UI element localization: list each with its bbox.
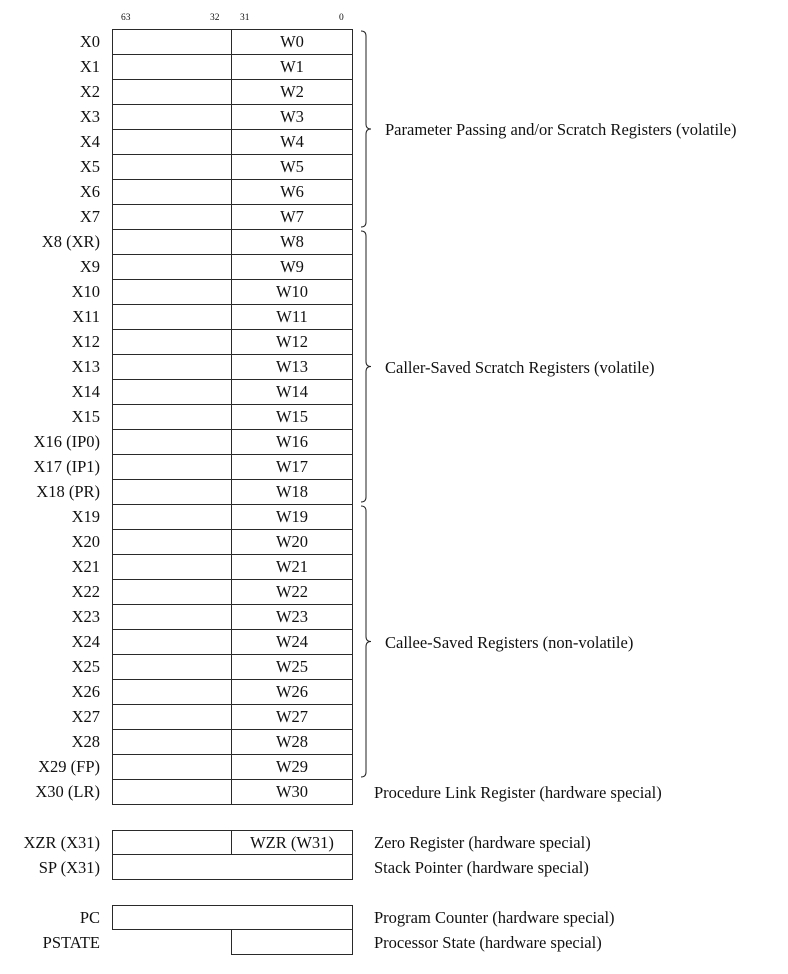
register-upper-half [112, 279, 232, 305]
register-upper-half [112, 179, 232, 205]
register-upper-half [112, 704, 232, 730]
group-label: Callee-Saved Registers (non-volatile) [385, 632, 634, 652]
sp-cell [112, 854, 353, 880]
register-upper-half [112, 129, 232, 155]
register-name: X18 (PR) [36, 482, 100, 501]
register-name: X7 [79, 207, 100, 226]
register-lower-half [231, 79, 353, 105]
register-upper-half [112, 604, 232, 630]
register-upper-half [112, 504, 232, 530]
w-register-name: W29 [275, 757, 309, 776]
register-name: X15 [71, 407, 100, 426]
register-name: X19 [71, 507, 100, 526]
register-name: X4 [79, 132, 100, 151]
register-lower-half [231, 504, 353, 530]
group-label: Parameter Passing and/or Scratch Registers (volatile) [385, 120, 737, 139]
register-name: X14 [71, 382, 100, 401]
w-register-name: W13 [275, 357, 309, 376]
register-name: X8 (XR) [41, 232, 100, 251]
register-lower-half [231, 579, 353, 605]
register-name: X6 [79, 182, 100, 201]
w-register-name: W23 [275, 607, 309, 626]
w-register-name: W26 [275, 682, 309, 701]
pstate-description: Processor State (hardware special) [374, 933, 602, 952]
register-lower-half [231, 379, 353, 405]
pc-description: Program Counter (hardware special) [374, 908, 615, 927]
register-lower-half [231, 179, 353, 205]
bit-label-32: 32 [210, 13, 220, 23]
register-name: X24 [71, 632, 100, 651]
group-label: Caller-Saved Scratch Registers (volatile) [385, 357, 655, 377]
w-register-name: W24 [275, 632, 309, 651]
register-lower-half [231, 229, 353, 255]
register-upper-half [112, 529, 232, 555]
register-name: X1 [79, 57, 100, 76]
register-name: X3 [79, 107, 100, 126]
register-lower-half [231, 254, 353, 280]
w-register-name: W0 [280, 32, 304, 51]
w-register-name: W9 [280, 257, 304, 276]
brace-path [361, 231, 371, 502]
w-register-name: W12 [275, 332, 309, 351]
register-name: X16 (IP0) [33, 432, 100, 451]
register-lower-half [231, 604, 353, 630]
w-register-name: W30 [275, 782, 309, 801]
bit-label-31: 31 [240, 13, 250, 23]
register-name: X17 (IP1) [33, 457, 100, 476]
register-name: X2 [79, 82, 100, 101]
register-upper-half [112, 454, 232, 480]
register-name: X5 [79, 157, 100, 176]
group-brace [358, 31, 374, 227]
w-register-name: W11 [276, 307, 308, 326]
register-name: X26 [71, 682, 100, 701]
register-lower-half [231, 154, 353, 180]
group-brace [358, 506, 374, 777]
w-register-name: W10 [275, 282, 309, 301]
w-register-name: W4 [280, 132, 304, 151]
register-upper-half [112, 54, 232, 80]
register-name: X0 [79, 32, 100, 51]
register-upper-half [112, 204, 232, 230]
w-register-name: W16 [275, 432, 309, 451]
brace-path [361, 506, 371, 777]
register-lower-half [231, 54, 353, 80]
brace-path [361, 31, 371, 227]
register-name: X28 [71, 732, 100, 751]
w-register-name: W6 [280, 182, 304, 201]
register-lower-half [231, 29, 353, 55]
register-upper-half [112, 29, 232, 55]
w-register-name: W21 [275, 557, 309, 576]
register-lower-half [231, 479, 353, 505]
register-lower-half [231, 404, 353, 430]
register-lower-half [231, 204, 353, 230]
register-upper-half [112, 679, 232, 705]
register-upper-half [112, 579, 232, 605]
register-lower-half [231, 679, 353, 705]
pstate-name: PSTATE [42, 933, 100, 952]
register-lower-half [231, 104, 353, 130]
register-upper-half [112, 754, 232, 780]
register-name: X11 [72, 307, 100, 326]
register-upper-half [112, 479, 232, 505]
xzr-upper-cell [112, 830, 232, 855]
w-register-name: W27 [275, 707, 309, 726]
register-name: X23 [71, 607, 100, 626]
bit-label-0: 0 [339, 13, 344, 23]
register-upper-half [112, 354, 232, 380]
bit-label-63: 63 [121, 13, 131, 23]
pstate-cell [231, 929, 353, 955]
register-lower-half [231, 554, 353, 580]
register-upper-half [112, 729, 232, 755]
register-lower-half [231, 704, 353, 730]
register-name: X20 [71, 532, 100, 551]
register-upper-half [112, 304, 232, 330]
w-register-name: W7 [280, 207, 304, 226]
register-upper-half [112, 429, 232, 455]
register-name: X21 [71, 557, 100, 576]
x30-description: Procedure Link Register (hardware special) [374, 783, 662, 802]
wzr-name: WZR (W31) [250, 833, 334, 852]
register-upper-half [112, 104, 232, 130]
register-upper-half [112, 154, 232, 180]
register-name: X29 (FP) [38, 757, 100, 776]
register-lower-half [231, 779, 353, 805]
register-upper-half [112, 229, 232, 255]
w-register-name: W28 [275, 732, 309, 751]
register-lower-half [231, 529, 353, 555]
pc-name: PC [79, 908, 100, 927]
register-upper-half [112, 404, 232, 430]
register-lower-half [231, 729, 353, 755]
w-register-name: W5 [280, 157, 304, 176]
register-name: X30 (LR) [35, 782, 100, 801]
pc-cell [112, 905, 353, 930]
register-lower-half [231, 654, 353, 680]
register-lower-half [231, 354, 353, 380]
register-upper-half [112, 329, 232, 355]
register-lower-half [231, 429, 353, 455]
w-register-name: W19 [275, 507, 309, 526]
register-lower-half [231, 629, 353, 655]
register-upper-half [112, 379, 232, 405]
register-name: X27 [71, 707, 100, 726]
register-upper-half [112, 779, 232, 805]
register-lower-half [231, 754, 353, 780]
w-register-name: W2 [280, 82, 304, 101]
xzr-description: Zero Register (hardware special) [374, 833, 591, 852]
register-lower-half [231, 329, 353, 355]
xzr-lower-cell [231, 830, 353, 855]
w-register-name: W22 [275, 582, 309, 601]
group-brace [358, 231, 374, 502]
register-lower-half [231, 129, 353, 155]
register-name: X25 [71, 657, 100, 676]
register-name: X10 [71, 282, 100, 301]
register-name: X9 [79, 257, 100, 276]
register-upper-half [112, 554, 232, 580]
register-lower-half [231, 454, 353, 480]
w-register-name: W8 [280, 232, 304, 251]
register-name: X13 [71, 357, 100, 376]
w-register-name: W17 [275, 457, 309, 476]
register-upper-half [112, 654, 232, 680]
register-upper-half [112, 79, 232, 105]
w-register-name: W18 [275, 482, 309, 501]
sp-description: Stack Pointer (hardware special) [374, 858, 589, 877]
register-lower-half [231, 279, 353, 305]
register-name: X12 [71, 332, 100, 351]
register-name: X22 [71, 582, 100, 601]
w-register-name: W25 [275, 657, 309, 676]
w-register-name: W20 [275, 532, 309, 551]
w-register-name: W14 [275, 382, 309, 401]
register-upper-half [112, 629, 232, 655]
w-register-name: W15 [275, 407, 309, 426]
w-register-name: W3 [280, 107, 304, 126]
w-register-name: W1 [280, 57, 304, 76]
register-upper-half [112, 254, 232, 280]
sp-name: SP (X31) [38, 858, 100, 877]
register-lower-half [231, 304, 353, 330]
xzr-name: XZR (X31) [23, 833, 100, 852]
